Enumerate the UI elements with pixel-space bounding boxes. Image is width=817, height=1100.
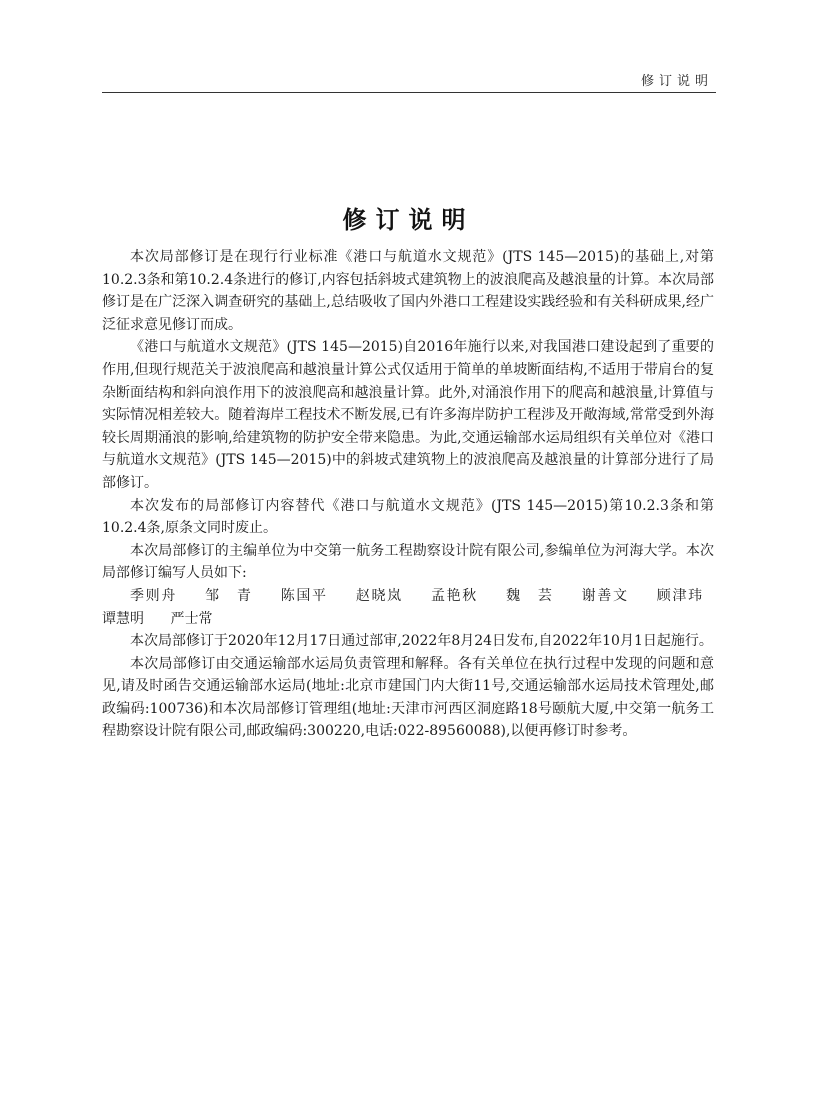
author-name: 邹 青 <box>205 587 253 604</box>
paragraph-contact: 本次局部修订由交通运输部水运局负责管理和解释。各有关单位在执行过程中发现的问题和意见,请及时函告交通运输部水运局(地址:北京市建国门内大街11号,交通运输部水运局技术管理处,邮政编码:100736)和本次局部修订管理组(地址:天津市河西区洞庭路18号颐航大厦,中交第一航务工程勘察设计院有限公司,邮政编码:300220,电话:022-89560088),以便再修订时参考。 <box>102 655 714 740</box>
paragraph-background: 《港口与航道水文规范》(JTS 145—2015)自2016年施行以来,对我国港口建设起到了重要的作用,但现行规范关于波浪爬高和越浪量计算公式仅适用于简单的单坡断面结构,不适用于带肩台的复杂断面结构和斜向浪作用下的波浪爬高和越浪量计算。此外,对涌浪作用下的爬高和越浪量,计算值与实际情况相差较大。随着海岸工程技术不断发展,已有许多海岸防护工程涉及开敞海域,常常受到外海较长周期涌浪的影响,给建筑物的防护安全带来隐患。为此,交通运输部水运局组织有关单位对《港口与航道水文规范》(JTS 145—2015)中的斜坡式建筑物上的波浪爬高及越浪量的计算部分进行了局部修订。 <box>102 339 714 491</box>
author-name: 赵晓岚 <box>355 587 403 604</box>
author-name: 陈国平 <box>280 587 328 604</box>
paragraph-intro: 本次局部修订是在现行行业标准《港口与航道水文规范》(JTS 145—2015)的基础上,对第10.2.3条和第10.2.4条进行的修订,内容包括斜坡式建筑物上的波浪爬高及越浪量的计算。本次局部修订是在广泛深入调查研究的基础上,总结吸收了国内外港口工程建设实践经验和有关科研成果,经广泛征求意见修订而成。 <box>102 249 714 333</box>
paragraph-replacement: 本次发布的局部修订内容替代《港口与航道水文规范》(JTS 145—2015)第10.2.3条和第10.2.4条,原条文同时废止。 <box>102 497 714 537</box>
author-name: 季则舟 <box>130 587 177 604</box>
author-name: 谭慧明 <box>102 610 144 627</box>
body-text <box>102 246 714 743</box>
page-title: 修订说明 <box>342 205 475 234</box>
header-rule <box>102 92 716 93</box>
paragraph-editors: 本次局部修订的主编单位为中交第一航务工程勘察设计院有限公司,参编单位为河海大学。本次局部修订编写人员如下: <box>102 542 714 582</box>
author-list <box>102 585 714 630</box>
running-header: 修订说明 <box>640 74 713 89</box>
author-name: 严士常 <box>170 610 213 627</box>
paragraph-dates: 本次局部修订于2020年12月17日通过部审,2022年8月24日发布,自2022年10月1日起施行。 <box>130 633 713 650</box>
author-name: 谢善文 <box>581 587 629 604</box>
author-name: 顾津玮 <box>656 587 703 604</box>
author-name: 孟艳秋 <box>430 587 478 604</box>
author-name: 魏 芸 <box>506 587 554 604</box>
